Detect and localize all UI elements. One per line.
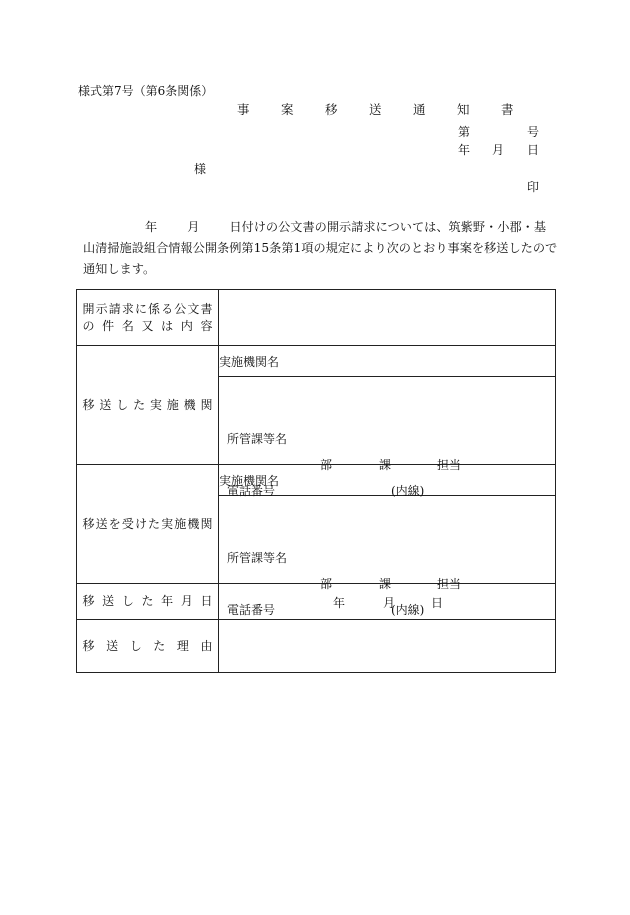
document-subject-label: [77, 290, 219, 346]
seal-mark: 印: [527, 180, 540, 194]
table-row: [77, 620, 556, 673]
number-suffix: 号: [527, 125, 540, 139]
table-row: [77, 584, 556, 620]
transferred-org-label: 移送した実施機関: [77, 346, 219, 465]
extension-label: (内線): [391, 483, 425, 498]
form-number: 様式第7号（第6条関係）: [78, 84, 214, 98]
table-row: [77, 465, 556, 496]
bu-label: 部: [320, 576, 333, 591]
table-row: [77, 346, 556, 377]
transfer-month-label: 月: [383, 596, 396, 610]
notice-body: [83, 217, 558, 280]
number-prefix: 第: [458, 125, 471, 139]
body-text: 日付けの公文書の開示請求については、筑紫野・小郡・基山清掃施設組合情報公開条例第15条第1項の規定により次のとおり事案を移送したので通知します。: [83, 220, 558, 276]
transferred-org-name-field[interactable]: [219, 346, 556, 377]
transfer-date-field[interactable]: [219, 584, 556, 620]
received-dept-field[interactable]: [219, 496, 556, 617]
org-name-label: 実施機関名: [219, 354, 280, 369]
transfer-year-label: 年: [333, 596, 346, 610]
tanto-label: 担当: [437, 576, 462, 591]
ka-label: 課: [379, 576, 392, 591]
transfer-table: [76, 289, 556, 673]
ka-label: 課: [379, 457, 392, 472]
transfer-reason-label: 移送した理由: [77, 620, 219, 673]
date-month-label: 月: [492, 143, 505, 157]
transfer-reason-field[interactable]: [219, 620, 556, 673]
received-org-label: 移送を受けた実施機関: [77, 465, 219, 584]
body-month: 月: [187, 220, 200, 234]
org-name-label: 実施機関名: [219, 473, 280, 488]
document-subject-field[interactable]: [219, 290, 556, 346]
document-subject-label-line1: 開示請求に係る公文書: [82, 301, 213, 316]
transfer-date-label: 移送した年月日: [77, 584, 219, 620]
phone-label: 電話番号: [227, 602, 276, 617]
document-subject-label-line2: の件名又は内容: [82, 318, 213, 333]
document-title: 事 案 移 送 通 知 書: [237, 102, 524, 117]
phone-label: 電話番号: [227, 483, 276, 498]
date-day-label: 日: [527, 143, 540, 157]
table-row: [77, 290, 556, 346]
tanto-label: 担当: [437, 457, 462, 472]
bu-label: 部: [320, 457, 333, 472]
dept-label: 所管課等名: [227, 550, 288, 565]
body-year: 年: [145, 220, 158, 234]
extension-label: (内線): [391, 602, 425, 617]
date-year-label: 年: [458, 143, 471, 157]
dept-label: 所管課等名: [227, 431, 288, 446]
addressee-suffix: 様: [194, 162, 207, 176]
transfer-day-label: 日: [431, 596, 444, 610]
